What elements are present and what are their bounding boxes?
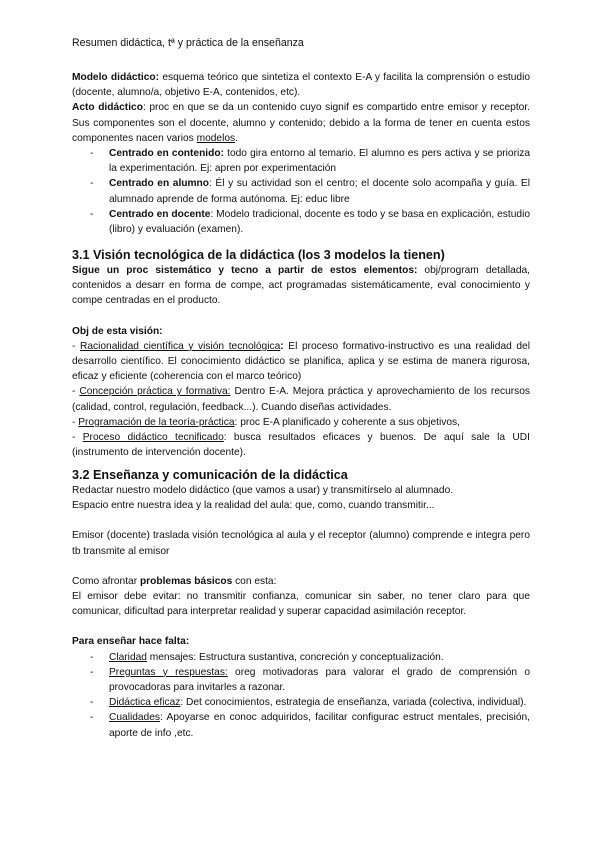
- list-item: - Preguntas y respuestas: oreg motivadoras para valorar el grado de comprensión o provocadoras para invitarles a razonar.: [90, 666, 530, 694]
- obj-item-label: Programación de la teoría-práctica: [78, 416, 235, 428]
- obj-item: - Proceso didáctico tecnificado: busca resultados eficaces y buenos. De aquí sale la UDI (instrumento de intervención docente).: [72, 432, 530, 459]
- paragraph: [72, 574, 530, 589]
- list-item: - Centrado en contenido: todo gira entorno al temario. El alumno es pers activa y se prioriza la experimentación. Ej: apren por experimentación: [90, 148, 531, 175]
- need-title: [72, 634, 530, 649]
- list-item: - Centrado en alumno: Él y su actividad son el centro; el docente solo acompaña y guía. El alumnado aprende de forma autónoma. Ej: educ libre: [90, 178, 530, 205]
- paragraph: Redactar nuestro modelo didáctico (que vamos a usar) y transmitírselo al alumnado.: [72, 485, 454, 496]
- paragraph: Espacio entre nuestra idea y la realidad del aula: que, como, cuando transmitir...: [72, 500, 435, 512]
- paragraph: El emisor debe evitar: no transmitir confianza, comunicar sin saber, no tener claro para que comunicar, dificultad para interpretar realidad y superar capacidad asimilación receptor.: [72, 591, 530, 618]
- model-text: : Modelo tradicional, docente es todo y se basa en explicación, estudio (libro) y evaluación (examen).: [109, 208, 530, 236]
- need-label: Cualidades: [109, 712, 160, 724]
- obj-item-text: El proceso formativo-instructivo es una realidad del desarrollo científico. El conocimiento didáctico se planifica, aplica y se estima de manera rigurosa, eficaz y eficiente (coherencia con el marco teórico): [72, 340, 530, 383]
- model-label: Centrado en contenido:: [109, 148, 224, 160]
- obj-item: - Concepción práctica y formativa: Dentro E-A. Mejora práctica y aprovechamiento de los recursos (calidad, control, regulación, feedback...). Cuando diseñas actividades.: [72, 386, 530, 413]
- paragraph: Emisor (docente) traslada visión tecnológica al aula y el receptor (alumno) comprende e integra pero tb transmite al emisor: [72, 530, 530, 557]
- list-item: - Claridad mensajes: Estructura sustantiva, concreción y conceptualización.: [90, 651, 444, 663]
- obj-item-text: : proc E-A planificado y coherente a sus objetivos,: [234, 416, 460, 428]
- p4-b: con esta:: [232, 575, 277, 587]
- need-title-text: Para enseñar hace falta:: [72, 636, 190, 648]
- section-3-2: [72, 467, 530, 741]
- need-label: Didáctica eficaz: [109, 697, 181, 709]
- need-text: : Det conocimientos, estrategia de enseñanza, variada (colectiva, individual).: [180, 697, 527, 709]
- obj-item-label: Racionalidad científica y visión tecnológica: [80, 340, 281, 352]
- need-text: mensajes: Estructura sustantiva, concreción y conceptualización.: [146, 651, 444, 663]
- need-label: Claridad: [109, 651, 147, 663]
- obj-item-text: Dentro E-A. Mejora práctica y aprovechamiento de los recursos (calidad, control, regulación, feedback...). Cuando diseñas actividades.: [72, 386, 530, 413]
- obj-item: - Racionalidad científica y visión tecnológica: El proceso formativo-instructivo es una realidad del desarrollo científico. El conocimiento didáctico se planifica, aplica y se estima de manera rigurosa, eficaz y eficiente (coherencia con el marco teórico): [72, 340, 530, 383]
- obj-item-label: Proceso didáctico tecnificado: [82, 432, 224, 444]
- section-title: 3.2 Enseñanza y comunicación de la didáctica: [72, 468, 348, 482]
- modelo-didactico-text: esquema teórico que sintetiza el contexto E-A y facilita la comprensión o estudio (docente, alumno/a, objetivo E-A, contenidos, etc).: [72, 72, 531, 99]
- need-label: Preguntas y respuestas:: [109, 666, 228, 678]
- section-3-1: [72, 247, 530, 460]
- list-item: - Cualidades: Apoyarse en conoc adquiridos, facilitar configurac estruct mentales, precisión, aporte de info ,etc.: [90, 712, 530, 739]
- list-item: - Centrado en docente: Modelo tradicional, docente es todo y se basa en explicación, estudio (libro) y evaluación (examen).: [90, 208, 530, 236]
- obj-sep: :: [280, 340, 284, 352]
- page-header: Resumen didáctica, tª y práctica de la enseñanza: [72, 37, 304, 49]
- intro-block: [72, 70, 530, 237]
- acto-end: .: [235, 132, 238, 144]
- acto-didactico-text: : proc en que se da un contenido cuyo signif es compartido entre emisor y receptor. Sus componentes son el docente, alumno y contenido; debido a la forma de tener en cuenta estos componentes nacen varios: [72, 102, 530, 144]
- acto-didactico-paragraph: [72, 100, 530, 146]
- model-text: todo gira entorno al temario. El alumno es pers activa y se prioriza la experimentación. Ej: apren por experimentación: [109, 148, 531, 175]
- lead-label: Sigue un proc sistemático y tecno a partir de estos elementos:: [72, 265, 418, 276]
- modelos-link: modelos: [196, 132, 236, 144]
- p4-bold: problemas básicos: [139, 575, 233, 587]
- needs-list: [72, 650, 530, 741]
- need-text: oreg motivadoras para valorar el grado de comprensión o provocadoras para invitarles a razonar.: [109, 666, 530, 694]
- p4-a: Como afrontar: [72, 575, 140, 587]
- model-label: Centrado en alumno: [109, 178, 210, 190]
- list-item: - Didáctica eficaz: Det conocimientos, estrategia de enseñanza, variada (colectiva, individual).: [90, 697, 527, 709]
- obj-item-text: : busca resultados eficaces y buenos. De aquí sale la UDI (instrumento de intervención docente).: [72, 432, 530, 459]
- section-title: 3.1 Visión tecnológica de la didáctica (los 3 modelos la tienen): [72, 248, 445, 262]
- models-list: [72, 146, 530, 237]
- model-label: Centrado en docente: [109, 208, 211, 220]
- lead-text: obj/program detallada, contenidos a desarr en forma de compe, act programadas sistemáticamente, eval conocimiento y compe centradas en el producto.: [72, 265, 530, 307]
- obj-title: [72, 324, 530, 339]
- need-text: : Apoyarse en conoc adquiridos, facilitar configurac estruct mentales, precisión, aporte de info ,etc.: [109, 712, 530, 739]
- modelo-didactico-paragraph: [72, 70, 530, 100]
- obj-item: - Programación de la teoría-práctica: proc E-A planificado y coherente a sus objetivos,: [72, 416, 460, 428]
- obj-title-text: Obj de esta visión:: [72, 325, 163, 337]
- modelo-didactico-label: Modelo didáctico:: [72, 72, 160, 83]
- acto-didactico-label: Acto didáctico: [72, 102, 143, 114]
- model-text: : Él y su actividad son el centro; el docente solo acompaña y guía. El alumnado aprende de forma autónoma. Ej: educ libre: [109, 178, 530, 205]
- obj-item-label: Concepción práctica y formativa:: [79, 386, 231, 398]
- section-lead: [72, 263, 530, 309]
